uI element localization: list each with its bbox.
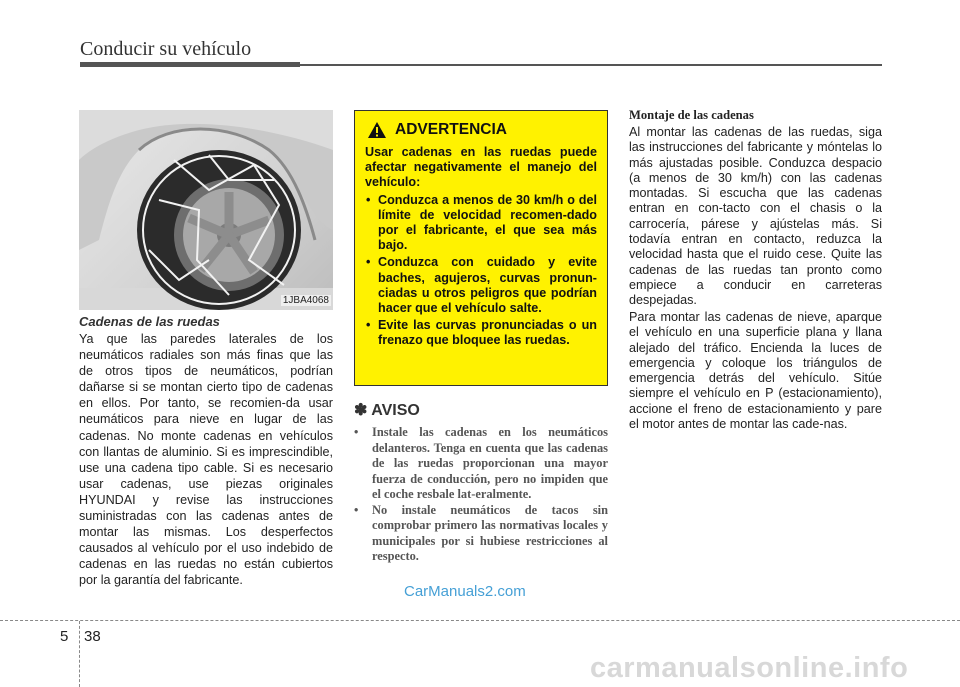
list-item [354, 425, 608, 503]
header-rule-thin [300, 64, 882, 66]
column3-title: Montaje de las cadenas [629, 108, 754, 122]
list-item [365, 255, 597, 316]
column3-paragraph-1: Al montar las cadenas de las ruedas, siga las instrucciones del fabricante y móntelas lo más ajustadas posible. Conduzca despacio (a menos de 30 km/h) con las cadenas montadas. Si escucha que las cadenas entran en con-tacto con el chasis o la carrocería, párese y ajústelas más. Si todavía entran en contacto, reduzca la velocidad hasta que el ruido cese. Quite las cadenas de las ruedas tan pronto como empiece a conducir en carreteras despejadas. [629, 125, 882, 308]
warning-header [367, 121, 597, 139]
aviso-item-text: Instale las cadenas en los neumáticos delanteros. Tenga en cuenta que las cadenas de las ruedas proporcionan una mayor fuerza de conducción, pero no impiden que el coche resbale lat-eralmente. [372, 425, 608, 501]
warning-box [354, 110, 608, 386]
page-chapter: 5 [60, 628, 69, 645]
warning-list [365, 193, 597, 349]
watermark-carmanualsonline: carmanualsonline.info [590, 652, 909, 684]
header-title: Conducir su vehículo [80, 38, 252, 60]
warning-item-text: Conduzca a menos de 30 km/h o del límite de velocidad recomen-dado por el fabricante, el que sea más bajo. [378, 192, 597, 253]
list-item [365, 318, 597, 348]
warning-triangle-icon [367, 121, 387, 139]
footer-vertical-rule [79, 621, 80, 687]
aviso-title: ✽ AVISO [354, 402, 420, 419]
list-item [365, 193, 597, 254]
bullet: • [366, 192, 371, 207]
header-rule-thick [80, 62, 300, 67]
warning-item-text: Evite las curvas pronunciadas o un frenazo que bloquee las ruedas. [378, 318, 597, 348]
aviso-item-text: No instale neumáticos de tacos sin comprobar primero las normativas locales y municipales por si hubiese restricciones al respecto. [372, 502, 608, 563]
list-item [354, 503, 608, 565]
footer-rule [0, 620, 960, 621]
page-number: 38 [84, 628, 101, 645]
section-title: Cadenas de las ruedas [79, 314, 220, 329]
figure-label: 1JBA4068 [282, 295, 329, 306]
warning-intro: Usar cadenas en las ruedas puede afectar negativamente el manejo del vehículo: [365, 145, 597, 190]
column1-text: Ya que las paredes laterales de los neumáticos radiales son más finas que las de otros tipos de neumáticos, podrían dañarse si se montan cierto tipo de cadenas en ellos. Por tanto, se recomien-da usar neumáticos para nieve en lugar de las cadenas. No monte cadenas en vehículos con llantas de aluminio. Si es imprescindible, use una cadena tipo cable. Si es necesario usar cadenas, use piezas originales HYUNDAI y revise las instrucciones suministradas con las cadenas antes de montar las mismas. Los desperfectos causados al vehículo por el uso indebido de cadenas en las ruedas no están cubiertos por la garantía del fabricante. [79, 332, 333, 588]
tire-chain-illustration [79, 110, 333, 310]
column3-paragraph-2: Para montar las cadenas de nieve, aparque el vehículo en una superficie plana y llana alejado del tráfico. Encienda la luces de emergencia y coloque los triángulos de emergencia detrás del vehículo. Sitúe siempre el vehículo en P (estacionamiento), accione el freno de estacionamiento y pare el motor antes de montar las cade-nas. [629, 310, 882, 432]
bullet: • [366, 255, 371, 270]
aviso-list [354, 425, 608, 565]
tire-chain-figure [79, 110, 333, 310]
bullet: • [354, 425, 359, 439]
warning-title: ADVERTENCIA [395, 121, 507, 138]
watermark-carmanuals2: CarManuals2.com [404, 583, 526, 600]
warning-item-text: Conduzca con cuidado y evite baches, agujeros, curvas pronun-ciadas u otros peligros que podrían hacer que el vehículo salte. [378, 255, 597, 316]
bullet: • [366, 318, 371, 333]
bullet: • [354, 502, 359, 517]
